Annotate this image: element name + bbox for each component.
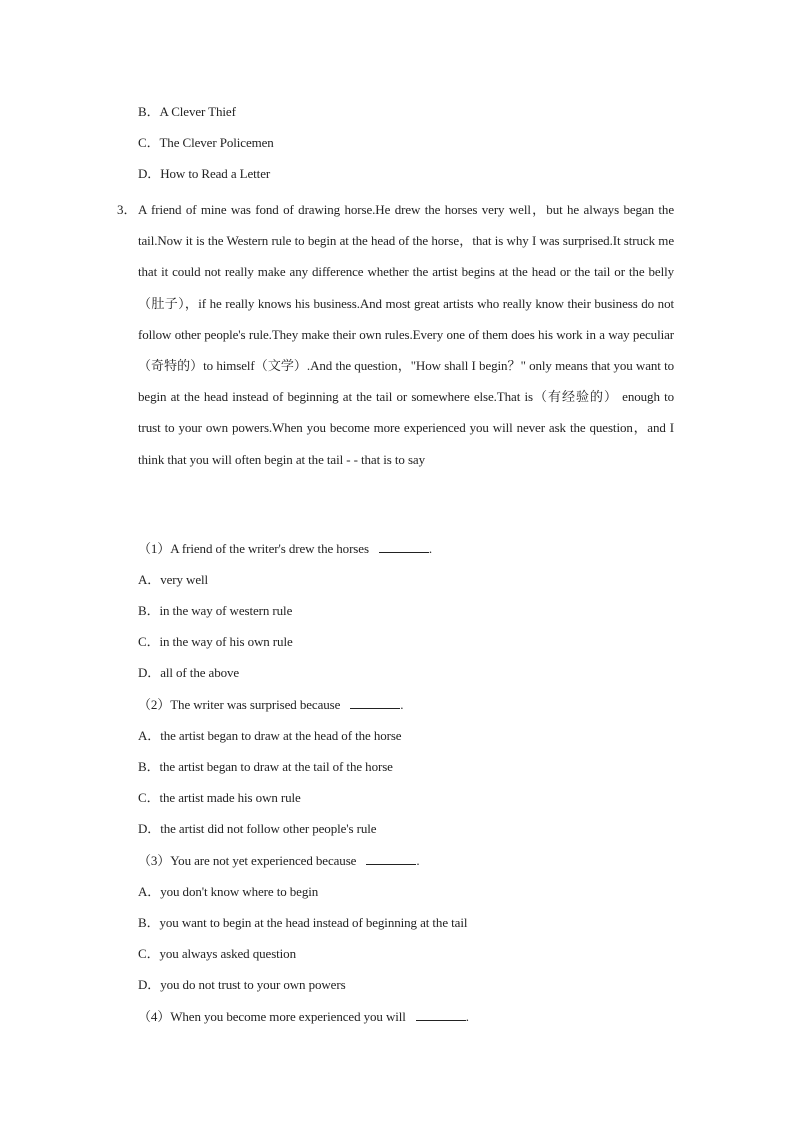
sub3-option-d: D．you do not trust to your own powers [138,977,346,992]
sub-question-3-stem: （3）You are not yet experienced because [138,853,357,868]
sub1-option-a: A．very well [138,572,209,587]
sub-question-1-end: . [428,541,433,556]
sub-question-2-end: . [400,697,404,712]
option-d-prev: D．How to Read a Letter [138,166,271,181]
sub2-option-b: B．the artist began to draw at the tail of the horse [138,759,393,774]
sub2-option-c: C．the artist made his own rule [138,790,301,805]
sub-question-4-stem: （4）When you become more experienced you will [138,1009,406,1024]
option-b-prev: B．A Clever Thief [138,104,236,119]
sub-question-1 [138,541,432,557]
answer-blank [366,853,416,865]
reading-passage: A friend of mine was fond of drawing horse.He drew the horses very well，but he always began the tail.Now it is the Western rule to begin at the head of the horse，that is why I was surprised.It struck me that it could not really make any difference whether the artist begins at the head or the tail or the belly（肚子），if he really knows his business.And most great artists who really know their business do not follow other people's rule.They make their own rules.Every one of them does his work in a way peculiar（奇特的）to himself（文学）.And the question，"How shall I begin？" only means that you want to begin at the head instead of beginning at the tail or somewhere else.That is（有经验的） enough to trust to your own powers.When you become more experienced you will never ask the question，and I think that you will often begin at the tail - - that is to say [138,202,674,467]
answer-blank [379,541,429,553]
sub1-option-b: B．in the way of western rule [138,603,293,618]
sub1-option-c: C．in the way of his own rule [138,634,293,649]
sub-question-1-stem: （1）A friend of the writer's drew the horses [138,541,369,556]
question-number: 3． [117,202,137,217]
sub3-option-a: A．you don't know where to begin [138,884,319,899]
sub-question-2-stem: （2）The writer was surprised because [138,697,341,712]
answer-blank [350,697,400,709]
sub2-option-d: D．the artist did not follow other people's rule [138,821,377,836]
sub3-option-b: B．you want to begin at the head instead of beginning at the tail [138,915,468,930]
option-c-prev: C．The Clever Policemen [138,135,274,150]
sub2-option-a: A．the artist began to draw at the head of the horse [138,728,402,743]
sub-question-2 [138,697,403,713]
sub-question-3-end: . [416,853,420,868]
answer-blank [416,1009,466,1021]
sub-question-4 [138,1009,469,1025]
sub-question-4-end: . [465,1009,469,1024]
sub1-option-d: D．all of the above [138,665,240,680]
sub-question-3 [138,853,420,869]
sub3-option-c: C．you always asked question [138,946,296,961]
